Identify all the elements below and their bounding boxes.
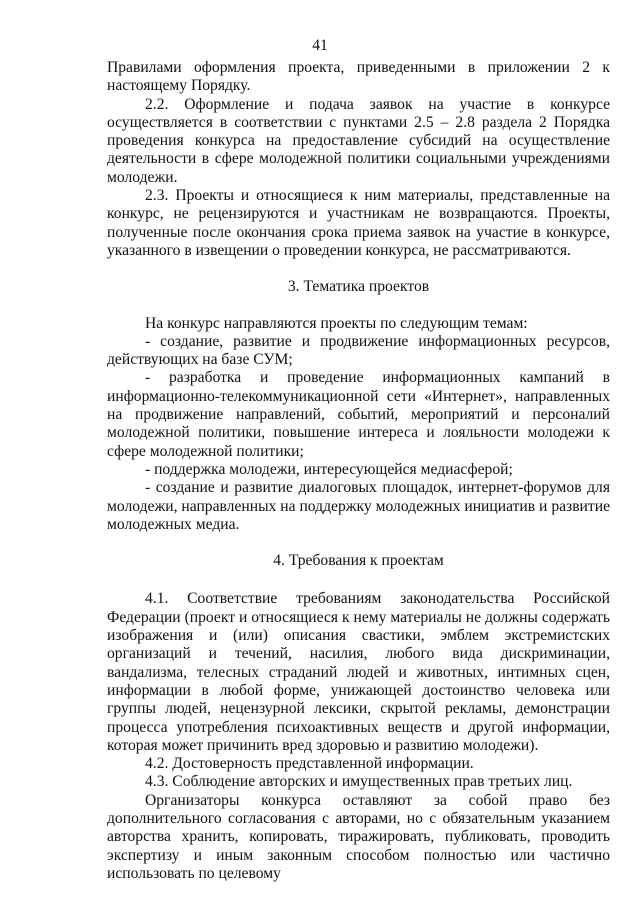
paragraph: 4.2. Достоверность представленной информации.	[145, 755, 474, 773]
paragraph: На конкурс направляются проекты по следующим темам:	[145, 314, 528, 332]
list-item: - разработка и проведение информационных кампаний в информационно-телекоммуникационной сети «Интернет», направленных на продвижение направлений, событий, мероприятий и персоналий молодежной политики, повышение интереса и лояльности молодежи к сфере молодежной политики;	[107, 369, 610, 460]
paragraph: 4.3. Соблюдение авторских и имущественных прав третьих лиц.	[145, 773, 573, 791]
paragraph: Организаторы конкурса оставляют за собой право без дополнительного согласования с авторами, но с обязательным указанием авторства хранить, копировать, тиражировать, публиковать, проводить экспертизу и иным законным способом полностью или частично использовать по целевому	[107, 791, 610, 882]
list-item: - создание и развитие диалоговых площадок, интернет-форумов для молодежи, направленных на поддержку молодежных инициатив и развитие молодежных медиа.	[107, 479, 610, 533]
document-body	[107, 59, 610, 883]
section-heading: 4. Требования к проектам	[273, 552, 444, 570]
list-item: - создание, развитие и продвижение информационных ресурсов, действующих на базе СУМ;	[107, 332, 610, 369]
paragraph: Правилами оформления проекта, приведенными в приложении 2 к настоящему Порядку.	[107, 59, 610, 95]
page-number: 41	[312, 37, 328, 54]
list-item: - поддержка молодежи, интересующейся медиасферой;	[145, 460, 513, 478]
section-heading: 3. Тематика проектов	[287, 278, 430, 296]
paragraph: 2.3. Проекты и относящиеся к ним материалы, представленные на конкурс, не рецензируются и участникам не возвращаются. Проекты, полученные после окончания срока приема заявок на участие в конкурсе, указанного в извещении о проведении конкурса, не рассматриваются.	[107, 187, 610, 259]
paragraph: 4.1. Соответствие требованиям законодательства Российской Федерации (проект и относящиеся к нему материалы не должны содержать изображения и (или) описания свастики, эмблем экстремистских организаций и течений, насилия, любого вида дискриминации, вандализма, телесных страданий людей и животных, интимных сцен, информации в любой форме, унижающей достоинство человека или группы людей, нецензурной лексики, скрытой рекламы, демонстрации процесса употребления психоактивных веществ и другой информации, которая может причинить вред здоровью и развитию молодежи).	[107, 590, 610, 754]
paragraph: 2.2. Оформление и подача заявок на участие в конкурсе осуществляется в соответствии с пунктами 2.5 – 2.8 раздела 2 Порядка проведения конкурса на предоставление субсидий на осуществление деятельности в сфере молодежной политики социальными учреждениями молодежи.	[107, 95, 610, 186]
